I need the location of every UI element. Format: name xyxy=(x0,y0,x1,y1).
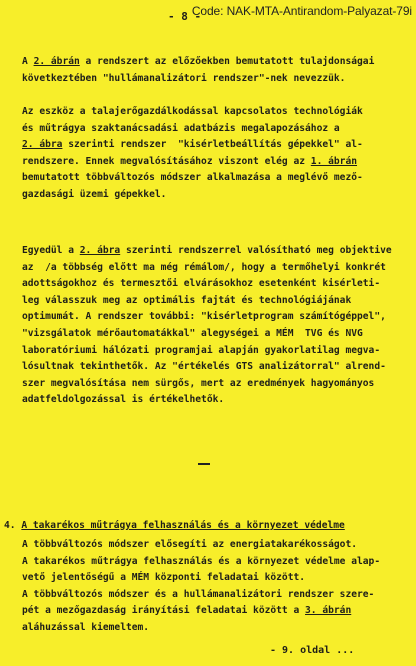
text-line: aláhuzással kiemeltem. xyxy=(22,621,150,633)
text-line: adottságokhoz és termesztői elvárásokhoz esetenként kisérleti- xyxy=(22,278,381,290)
text-span: rendszere. Ennek megvalósításához viszont elég az xyxy=(22,155,311,167)
text-line: optimumát. A rendszer további: "kisérletprogram számítógéppel", xyxy=(22,311,386,323)
paragraph-3 xyxy=(22,243,392,409)
text-line: az /a többség előtt ma még rémálom/, hogy a termőhelyi konkrét xyxy=(22,261,386,273)
text-span: a rendszert az előzőekben bemutatott tulajdonságai xyxy=(79,56,375,67)
figure-reference: 2. ábrán xyxy=(33,56,80,67)
text-line: vető jelentőségű a MÉM központi feladatai között. xyxy=(22,572,306,584)
figure-reference: 1. ábrán xyxy=(310,155,358,167)
text-line: következtében "hullámanalizátori rendszer"-nek nevezzük. xyxy=(22,72,346,84)
text-line: szer megvalósítása nem sürgős, mert az eredmények hagyományos xyxy=(22,377,375,389)
text-line: bemutatott többváltozós módszer alkalmazása a meglévő mező- xyxy=(22,172,363,184)
text-span: szerinti rendszerrel valósítható meg objektive xyxy=(120,245,392,256)
section-divider xyxy=(198,463,210,465)
figure-reference: 3. ábrán xyxy=(305,605,352,617)
figure-reference: 2. ábra xyxy=(22,139,63,151)
text-span: pét a mezőgazdaság irányítási feladatai között a xyxy=(22,605,306,617)
text-span: Egyedül a xyxy=(22,245,80,256)
text-line: laboratóriumi hálózati programjai alapján gyakorlatilag megva- xyxy=(22,344,381,356)
next-page-marker: - 9. oldal ... xyxy=(270,645,355,656)
text-line: gazdasági üzemi gépekkel. xyxy=(22,188,167,200)
text-line: és műtrágya szaktanácsadási adatbázis megalapozásához a xyxy=(22,122,340,134)
section-4-body xyxy=(22,537,380,637)
text-line: Az eszköz a talajerőgazdálkodással kapcsolatos technológiák xyxy=(22,106,363,117)
paragraph-2 xyxy=(22,104,363,204)
document-code: Code: NAK-MTA-Antirandom-Palyazat-79i xyxy=(191,4,412,18)
text-line: "vizsgálatok mérőautomatákkal" alegységei a MÉM TVG és NVG xyxy=(22,327,363,339)
text-line: lósultnak tekinthetők. Az "értékelés GTS analizátorral" alrend- xyxy=(22,361,386,373)
text-line: adatfeldolgozással is értékelhetők. xyxy=(22,394,225,406)
section-4-heading xyxy=(4,520,345,531)
section-title: A takarékos műtrágya felhasználás és a környezet védelme xyxy=(21,520,345,531)
text-line: A többváltozós módszer elősegíti az energiatakarékosságot. xyxy=(22,539,358,550)
figure-reference: 2. ábra xyxy=(79,245,121,256)
paragraph-1 xyxy=(22,54,374,87)
text-line: A takarékos műtrágya felhasználás és a környezet védelme alap- xyxy=(22,555,381,567)
section-number: 4. xyxy=(4,520,16,531)
page-number: - 8 - xyxy=(168,10,202,23)
text-line: A többváltozós módszer és a hullámanalizátori rendszer szere- xyxy=(22,588,375,600)
text-span: A xyxy=(22,56,34,67)
text-span: szerinti rendszer "kisérletbeállítás gépekkel" al- xyxy=(62,139,363,151)
text-line: leg válasszuk meg az optimális fajtát és technológiájának xyxy=(22,294,352,306)
